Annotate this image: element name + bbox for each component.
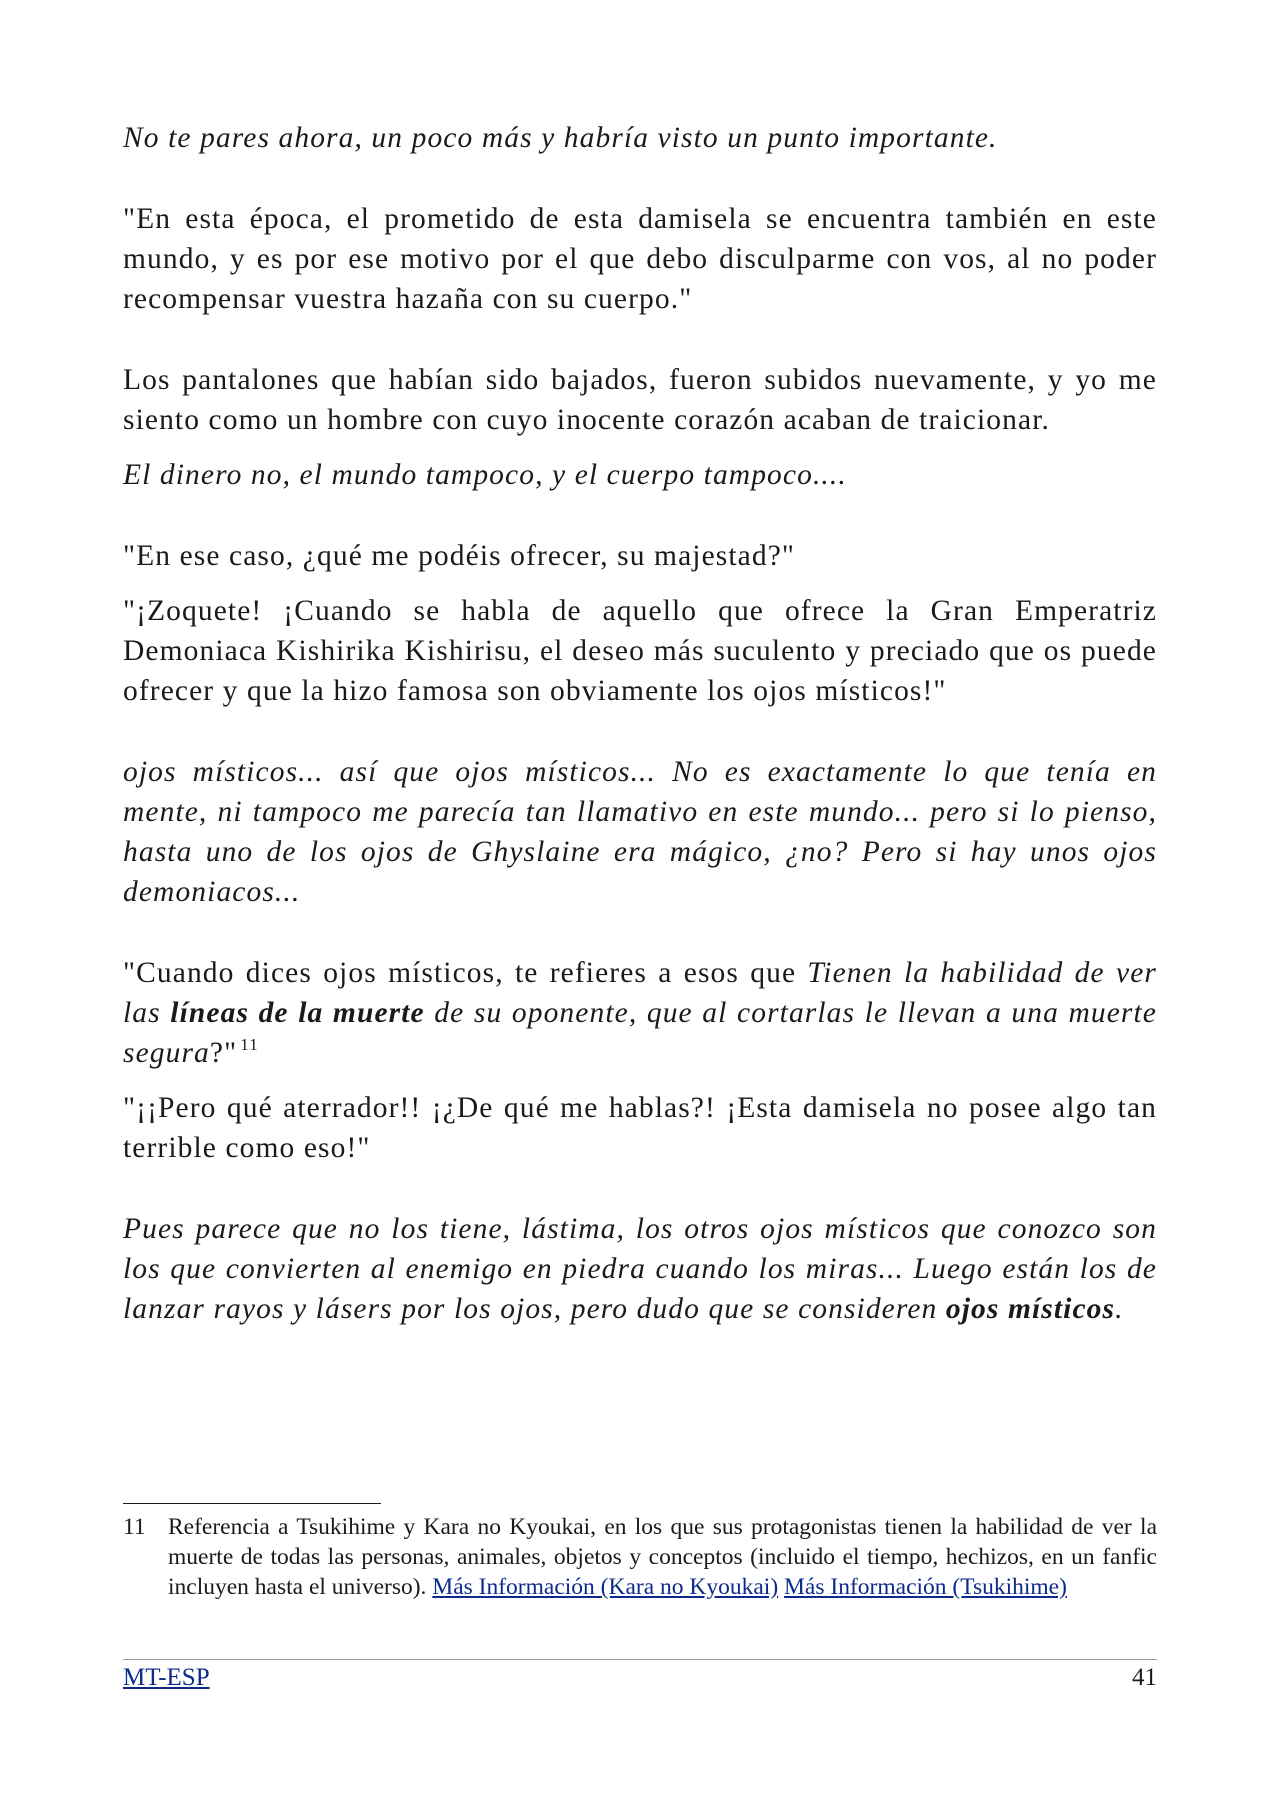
paragraph-10-part-a: Pues parece que no los tiene, lástima, los otros ojos místicos que conozco son los que convierten al enemigo en piedra cuando los miras... Luego están los de lanzar rayos y lásers por los ojos, pero dudo que se consideren [123, 1213, 1157, 1325]
paragraph-5: "En ese caso, ¿qué me podéis ofrecer, su majestad?" [123, 540, 796, 572]
paragraph-8-bold-phrase: líneas de la muerte [170, 997, 425, 1029]
footnote-reference[interactable]: 11 [240, 1035, 259, 1054]
paragraph-9: "¡¡Pero qué aterrador!! ¡¿De qué me hablas?! ¡Esta damisela no posee algo tan terrible como eso!" [123, 1092, 1157, 1164]
page-number: 41 [1132, 1664, 1157, 1691]
footnote-body: Referencia a Tsukihime y Kara no Kyoukai, en los que sus protagonistas tienen la habilidad de ver la muerte de todas las personas, animales, objetos y conceptos (incluido el tiempo, hechizos, en un fanfic incluyen hasta el universo). [168, 1514, 1157, 1600]
paragraph-8 [123, 953, 1157, 1073]
link-tsukihime[interactable]: Más Información (Tsukihime) [784, 1574, 1067, 1600]
page-body [123, 118, 1157, 1329]
paragraph-2: "En esta época, el prometido de esta damisela se encuentra también en este mundo, y es por ese motivo por el que debo disculparme con vos, al no poder recompensar vuestra hazaña con su cuerpo." [123, 203, 1157, 315]
paragraph-10-part-c: . [1115, 1293, 1124, 1325]
link-kara-no-kyoukai[interactable]: Más Información (Kara no Kyoukai) [432, 1574, 779, 1600]
paragraph-6: "¡Zoquete! ¡Cuando se habla de aquello que ofrece la Gran Emperatriz Demoniaca Kishirika Kishirisu, el deseo más suculento y preciado que os puede ofrecer y que la hizo famosa son obviamente los ojos místicos!" [123, 595, 1157, 707]
paragraph-10-bold-phrase: ojos místicos [945, 1293, 1116, 1325]
paragraph-7: ojos místicos... así que ojos místicos... No es exactamente lo que tenía en mente, ni tampoco me parecía tan llamativo en este mundo... pero si lo pienso, hasta uno de los ojos de Ghyslaine era mágico, ¿no? Pero si hay unos ojos demoniacos... [123, 756, 1157, 908]
footnote-text [168, 1512, 1157, 1602]
paragraph-3: Los pantalones que habían sido bajados, fueron subidos nuevamente, y yo me siento como un hombre con cuyo inocente corazón acaban de traicionar. [123, 364, 1157, 436]
paragraph-8-part-e: ?" [209, 1037, 238, 1069]
paragraph-8-part-d: de su oponente, que al cortarlas le llevan a una muerte segura [123, 997, 1158, 1069]
footer-separator [123, 1659, 1157, 1660]
paragraph-4: El dinero no, el mundo tampoco, y el cuerpo tampoco.... [123, 459, 847, 491]
paragraph-8-part-b: Tienen la habilidad de ver las [123, 957, 1157, 1029]
footer-site-link[interactable]: MT-ESP [123, 1664, 210, 1691]
footnote-separator [123, 1503, 381, 1504]
paragraph-10 [123, 1209, 1157, 1329]
paragraph-1: No te pares ahora, un poco más y habría visto un punto importante. [123, 122, 998, 154]
footnote [123, 1512, 1157, 1602]
paragraph-8-part-a: "Cuando dices ojos místicos, te refieres a esos que [123, 957, 808, 989]
footnote-number: 11 [123, 1514, 146, 1540]
